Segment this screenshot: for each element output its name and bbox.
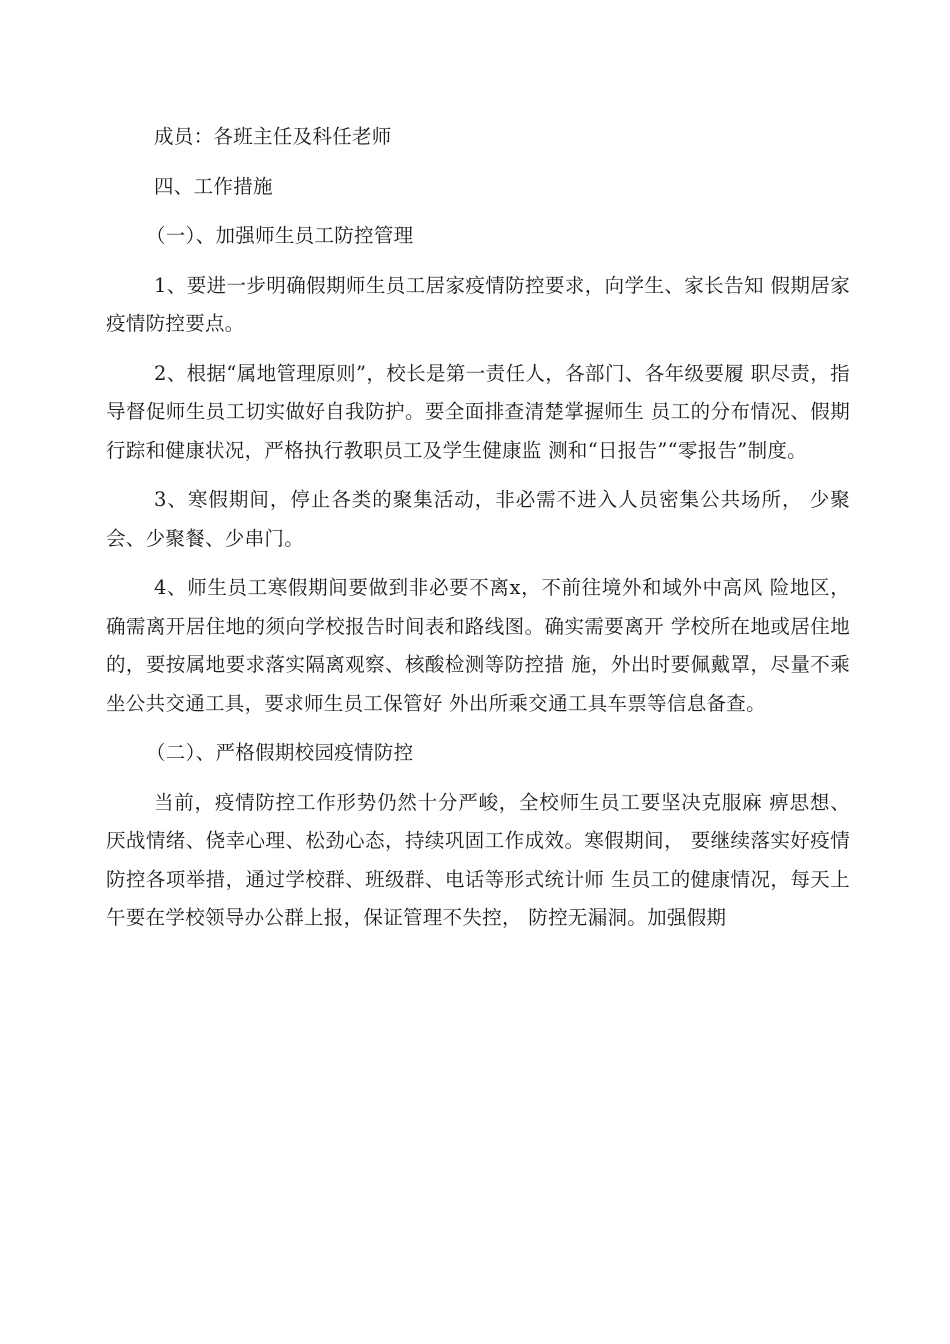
paragraph-item-1: 1、要进一步明确假期师生员工居家疫情防控要求，向学生、家长告知 假期居家疫情防控要点。	[106, 273, 850, 335]
document-body	[106, 118, 850, 949]
paragraph-members: 成员：各班主任及科任老师	[154, 125, 392, 148]
subheading-staff-management: （一）、加强师生员工防控管理	[146, 224, 414, 247]
paragraph-item-2: 2、根据“属地管理原则”，校长是第一责任人，各部门、各年级要履 职尽责，指导督促师生员工切实做好自我防护。要全面排查清楚掌握师生 员工的分布情况、假期行踪和健康状况，严格执行教职员工及学生健康监 测和“日报告”“零报告”制度。	[106, 361, 850, 462]
heading-work-measures: 四、工作措施	[154, 174, 273, 198]
paragraph-item-4: 4、师生员工寒假期间要做到非必要不离x，不前往境外和域外中高风 险地区，确需离开居住地的须向学校报告时间表和路线图。确实需要离开 学校所在地或居住地的，要按属地要求落实隔离观察、核酸检测等防控措 施，外出时要佩戴罩，尽量不乘坐公共交通工具，要求师生员工保管好 外出所乘交通工具车票等信息备查。	[106, 576, 850, 715]
paragraph-current-situation: 当前，疫情防控工作形势仍然十分严峻，全校师生员工要坚决克服麻 痹思想、厌战情绪、侥幸心理、松劲心态，持续巩固工作成效。寒假期间， 要继续落实好疫情防控各项举措，通过学校群、班级群、电话等形式统计师 生员工的健康情况，每天上午要在学校领导办公群上报，保证管理不失控， 防控无漏洞。加强假期	[106, 790, 850, 929]
subheading-campus-control: （二）、严格假期校园疫情防控	[146, 741, 414, 764]
paragraph-item-3: 3、寒假期间，停止各类的聚集活动，非必需不进入人员密集公共场所， 少聚会、少聚餐、少串门。	[106, 488, 850, 550]
